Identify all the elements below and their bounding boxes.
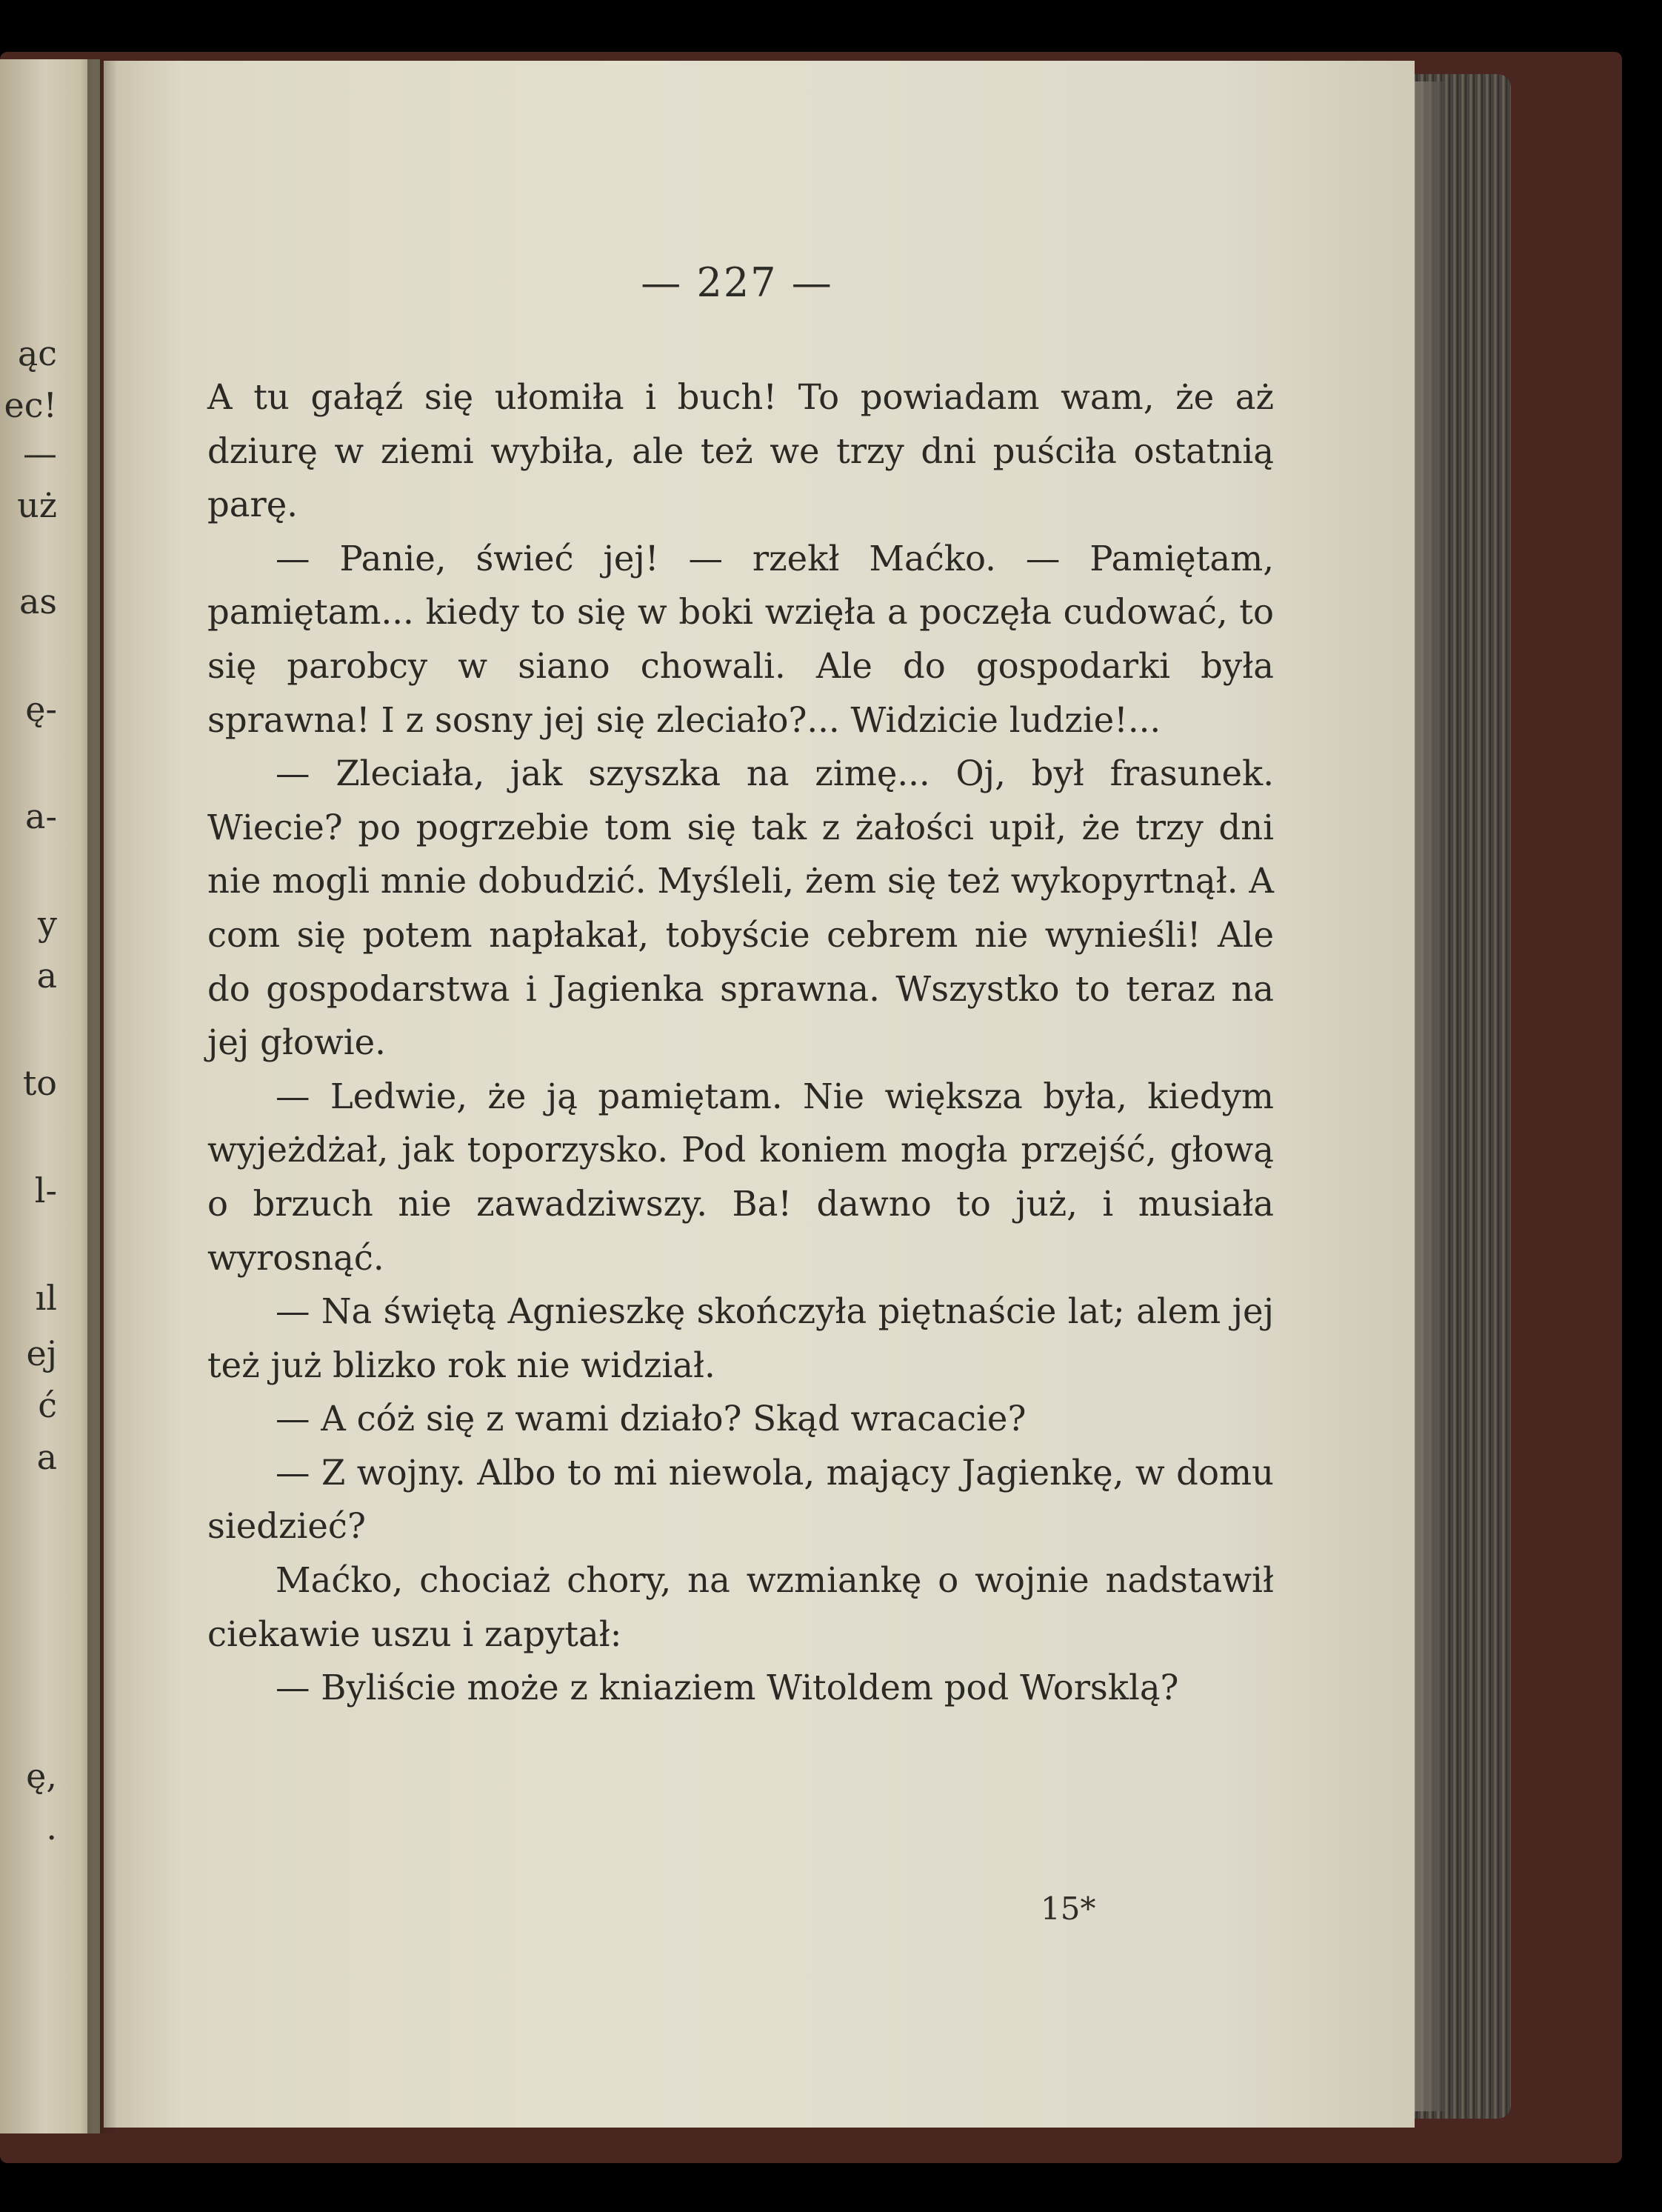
left-fragment: ę, (26, 1756, 57, 1796)
page-number: — 227 — (641, 259, 833, 306)
previous-page-edge (0, 59, 100, 2133)
paragraph: — Panie, świeć jej! — rzekł Maćko. — Pamiętam, pamiętam... kiedy to się w boki wzięła a poczęła cudować, to się parobcy w siano chowali. Ale do gospodarki była sprawna! I z sosny jej się zleciało?... Widzicie ludzie!... (207, 538, 1274, 740)
left-fragment: a (36, 956, 57, 996)
left-fragment: ıl (35, 1278, 57, 1318)
gutter-shadow (87, 59, 117, 2133)
left-fragment: a- (25, 796, 57, 836)
paragraph: — Byliście może z kniaziem Witoldem pod Worsklą? (276, 1668, 1179, 1708)
paragraph: — Na świętą Agnieszkę skończyła piętnaście lat; alem jej też już blizko rok nie widział. (207, 1291, 1274, 1385)
paragraph: Maćko, chociaż chory, na wzmiankę o wojnie nadstawił ciekawie uszu i zapytał: (207, 1560, 1274, 1654)
printer-signature-mark: 15* (1041, 1890, 1096, 1927)
paragraph: — A cóż się z wami działo? Skąd wracacie? (276, 1399, 1027, 1439)
left-fragment: ę- (25, 689, 57, 729)
left-fragment: uż (17, 485, 57, 525)
left-fragment: as (19, 582, 57, 622)
left-fragment: ć (38, 1385, 57, 1425)
left-fragment: l- (34, 1170, 57, 1210)
left-fragment: . (46, 1808, 57, 1848)
page-text (207, 370, 1274, 1715)
left-fragment: — (23, 433, 57, 473)
paragraph: — Z wojny. Albo to mi niewola, mającу Jagienkę, w domu siedzieć? (207, 1452, 1274, 1547)
left-fragment: y (38, 904, 57, 944)
left-fragment: ec! (4, 385, 57, 425)
left-fragment: a (36, 1437, 57, 1477)
left-fragment: to (22, 1063, 57, 1103)
page-edges-highlight (1415, 81, 1444, 2111)
book-page (104, 61, 1415, 2128)
paragraph: — Ledwie, że ją pamiętam. Nie większa była, kiedym wyjeżdżał, jak toporzysko. Pod koniem mogła przejść, głową o brzuch nie zawadziwszy. Ba! dawno to już, i musiała wyrosnąć. (207, 1076, 1274, 1278)
left-fragment: ąc (17, 333, 57, 373)
left-fragment: ej (26, 1333, 57, 1373)
paragraph: — Zleciała, jak szyszka na zimę... Oj, był frasunek. Wiecie? po pogrzebie tom się tak z żałości upił, że trzy dni nie mogli mnie dobudzić. Myśleli, żem się też wykopyrtnął. A com się potem napłakał, tobyście cebrem nie wynieśli! Ale do gospodarstwa i Jagienka sprawna. Wszystko to teraz na jej głowie. (207, 753, 1274, 1063)
paragraph: A tu gałąź się ułomiła i buch! To powiadam wam, że aż dziurę w ziemi wybiła, ale też we trzy dni puściła ostatnią parę. (207, 377, 1274, 525)
